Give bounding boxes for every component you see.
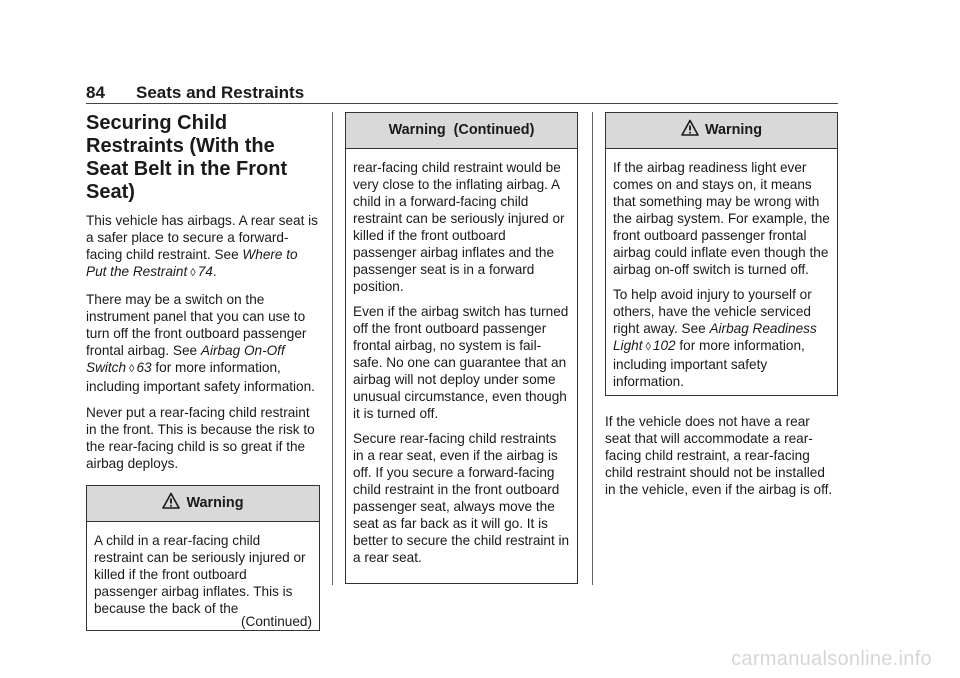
column-divider-2 — [592, 112, 593, 585]
warning-triangle-icon — [162, 492, 180, 510]
warning-paragraph-2: To help avoid injury to yourself or others, have the vehicle serviced right away. See Airbag Readiness Light ◊ 102 for more information, including important safety information. — [613, 287, 817, 389]
page-ref-74[interactable]: 74 — [197, 264, 213, 279]
section-heading: Securing Child Restraints (With the Seat Belt in the Front Seat) — [86, 112, 288, 203]
page-number: 84 — [86, 83, 105, 102]
column-2 — [345, 112, 578, 584]
column-divider-1 — [332, 112, 333, 585]
link-airbag-on-off-switch[interactable]: Airbag On-Off Switch — [86, 343, 285, 375]
warning-header — [346, 113, 577, 149]
continued-label: (Continued) — [240, 614, 312, 629]
page-ref-arrow-icon: ◊ — [645, 341, 651, 353]
warning-body — [346, 149, 577, 582]
link-airbag-readiness-light[interactable]: Airbag Readiness Light — [613, 321, 817, 353]
watermark: carmanualsonline.info — [731, 648, 932, 670]
warning-body — [606, 149, 837, 406]
warning-box-1 — [86, 485, 320, 631]
column-3 — [605, 112, 838, 507]
page-ref-102[interactable]: 102 — [652, 338, 676, 353]
header-rule — [86, 103, 838, 104]
page-ref-63[interactable]: 63 — [136, 360, 152, 375]
warning-paragraph-1: If the airbag readiness light ever comes on and stays on, it means that something may be wrong with the airbag system. For example, the front outboard passenger frontal airbag could inflate even though the airbag on-off switch is turned off. — [613, 160, 830, 277]
warning-triangle-icon — [681, 119, 699, 137]
warning-title: Warning — [704, 122, 763, 138]
page-header — [86, 80, 838, 104]
page-ref-arrow-icon: ◊ — [190, 267, 196, 279]
warning-paragraph-2: Even if the airbag switch has turned off the front outboard passenger frontal airbag, no system is fail-safe. No one can guarantee that an airbag will not deploy under some unusual circumstance, even though it is turned off. — [353, 304, 569, 421]
warning-header — [606, 113, 837, 149]
paragraph-never-rear-facing: Never put a rear-facing child restraint in the front. This is because the risk to the rear-facing child is so great if the airbag deploys. — [86, 405, 315, 471]
warning-text: A child in a rear-facing child restraint can be seriously injured or killed if the front outboard passenger airbag inflates. This is because the back of the — [94, 533, 306, 616]
link-where-to-put-restraint[interactable]: Where to Put the Restraint — [86, 247, 298, 279]
warning-paragraph-1: rear-facing child restraint would be very close to the inflating airbag. A child in a forward-facing child restraint can be seriously injured or killed if the front outboard passenger airbag inflates and the passenger seat is in a forward position. — [353, 160, 565, 294]
paragraph-airbags: This vehicle has airbags. A rear seat is a safer place to secure a forward-facing child restraint. See Where to Put the Restraint ◊ 74. — [86, 213, 318, 279]
warning-box-3 — [605, 112, 838, 396]
paragraph-switch: There may be a switch on the instrument panel that you can use to turn off the front outboard passenger frontal airbag. See Airbag On-Off Switch ◊ 63 for more information, including important safety information. — [86, 292, 315, 394]
warning-box-continued — [345, 112, 578, 584]
warning-paragraph-3: Secure rear-facing child restraints in a rear seat, even if the airbag is off. If you secure a forward-facing child restraint in the front outboard passenger seat, always move the seat as far back as it will go. It is better to secure the child restraint in a rear seat. — [353, 431, 570, 565]
warning-title: Warning (Continued) — [388, 122, 535, 138]
section-title: Seats and Restraints — [136, 83, 305, 102]
column-1 — [86, 112, 320, 631]
warning-body — [87, 522, 319, 638]
warning-title: Warning — [186, 495, 244, 511]
paragraph-no-rear-seat: If the vehicle does not have a rear seat that will accommodate a rear-facing child restraint, a rear-facing child restraint should not be installed in the vehicle, even if the airbag is off. — [605, 414, 833, 497]
warning-header — [87, 486, 319, 522]
page-ref-arrow-icon: ◊ — [129, 363, 135, 375]
